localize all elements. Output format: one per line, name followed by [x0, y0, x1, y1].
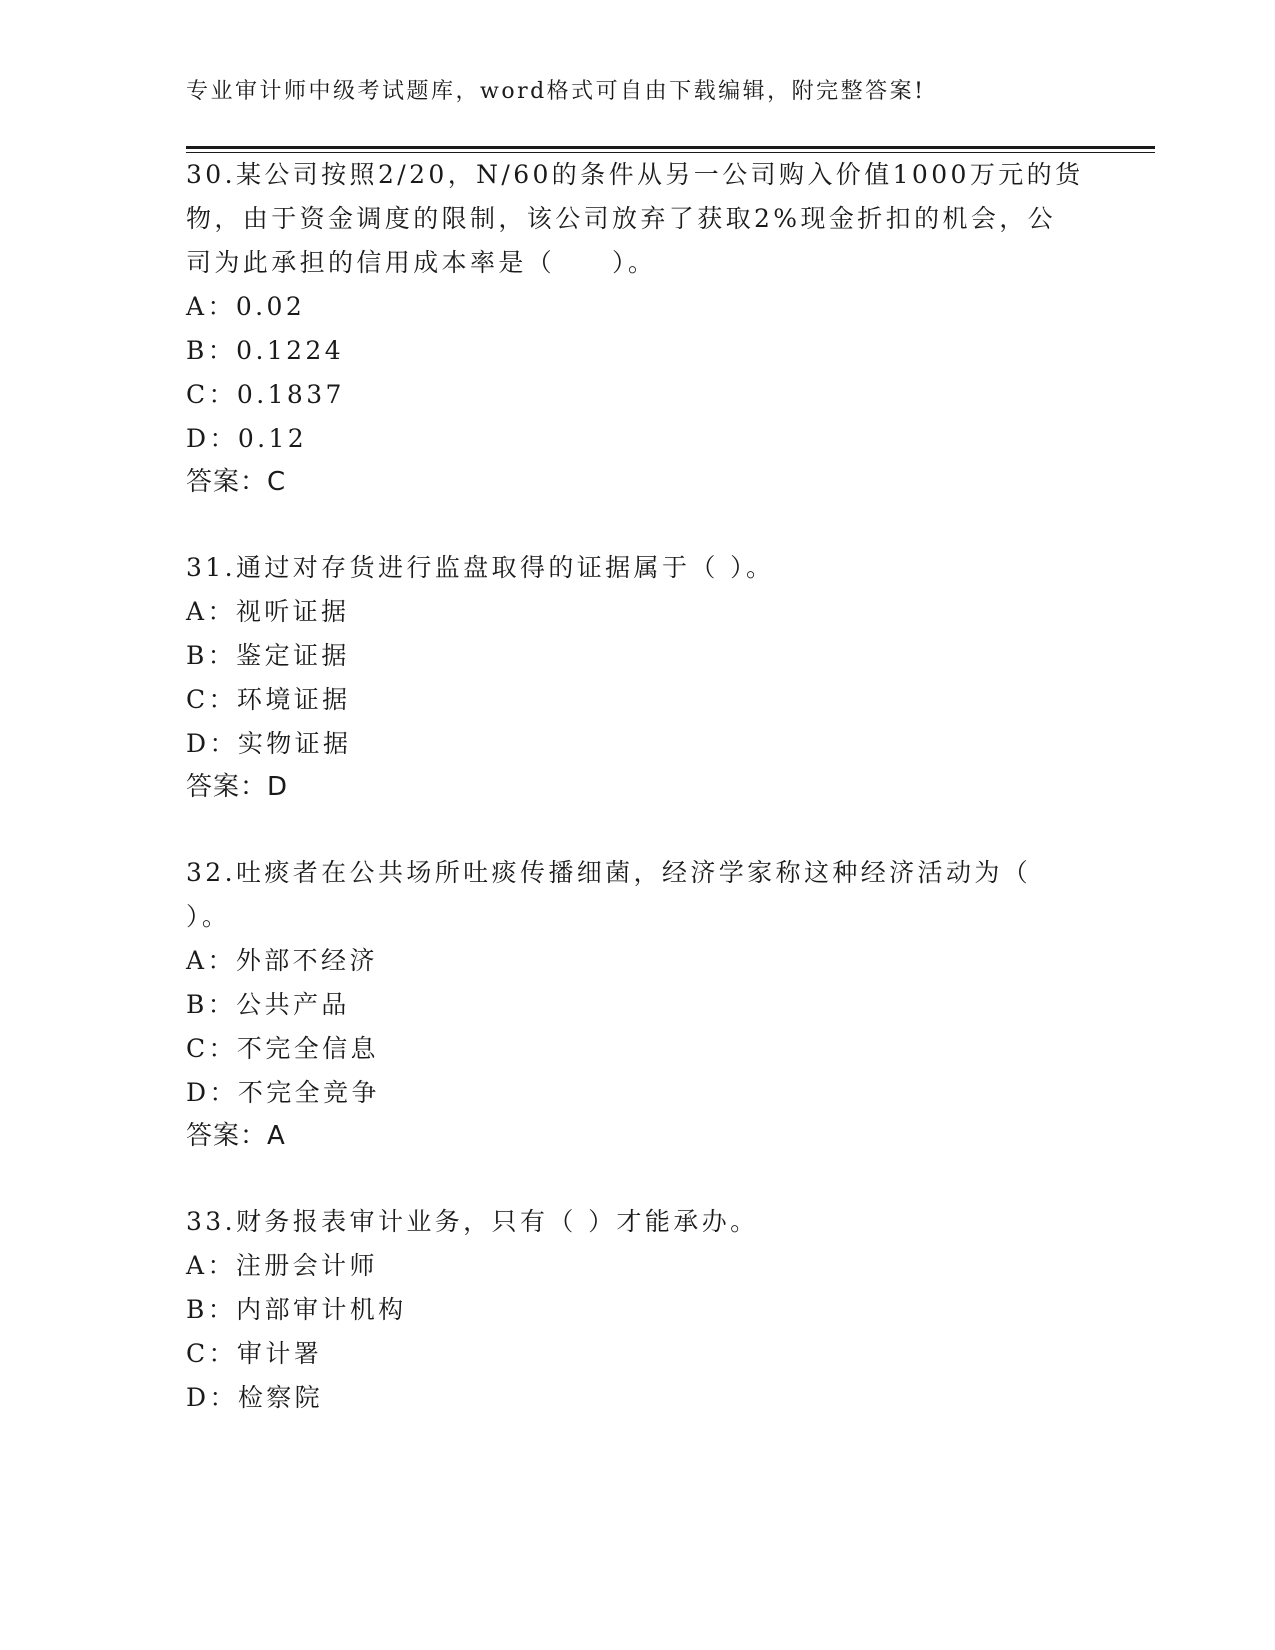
question-stem-line: 30.某公司按照2/20，N/60的条件从另一公司购入价值1000万元的货: [186, 160, 1084, 189]
option-c: C：环境证据: [186, 685, 351, 714]
option-d: D：不完全竞争: [186, 1078, 380, 1107]
option-d: D：实物证据: [186, 729, 352, 758]
answer-label: 答案：D: [186, 772, 289, 802]
option-b: B：内部审计机构: [186, 1295, 407, 1324]
header-divider: [186, 146, 1155, 149]
question-stem-line: 33.财务报表审计业务，只有（ ）才能承办。: [186, 1207, 759, 1236]
option-c: C：审计署: [186, 1339, 323, 1368]
option-a: A：注册会计师: [186, 1251, 378, 1280]
question-stem-line: ）。: [186, 902, 231, 931]
header-divider-thin: [186, 152, 1155, 153]
question-stem-line: 物，由于资金调度的限制，该公司放弃了获取2%现金折扣的机会，公: [186, 204, 1057, 233]
option-a: A：0.02: [186, 292, 306, 321]
question-stem-line: 司为此承担的信用成本率是（ ）。: [186, 248, 657, 277]
answer-label: 答案：C: [186, 467, 287, 497]
question-stem-line: 32.吐痰者在公共场所吐痰传播细菌，经济学家称这种经济活动为（: [186, 858, 1032, 887]
question-stem-line: 31.通过对存货进行监盘取得的证据属于（ ）。: [186, 553, 775, 582]
option-a: A：视听证据: [186, 597, 350, 626]
option-d: D：检察院: [186, 1383, 324, 1412]
option-b: B：0.1224: [186, 336, 345, 365]
header-text: 专业审计师中级考试题库，word格式可自由下载编辑，附完整答案!: [186, 79, 926, 104]
option-d: D：0.12: [186, 424, 308, 453]
option-b: B：鉴定证据: [186, 641, 350, 670]
option-c: C：0.1837: [186, 380, 345, 409]
option-a: A：外部不经济: [186, 946, 378, 975]
option-c: C：不完全信息: [186, 1034, 379, 1063]
option-b: B：公共产品: [186, 990, 350, 1019]
answer-label: 答案：A: [186, 1121, 286, 1151]
